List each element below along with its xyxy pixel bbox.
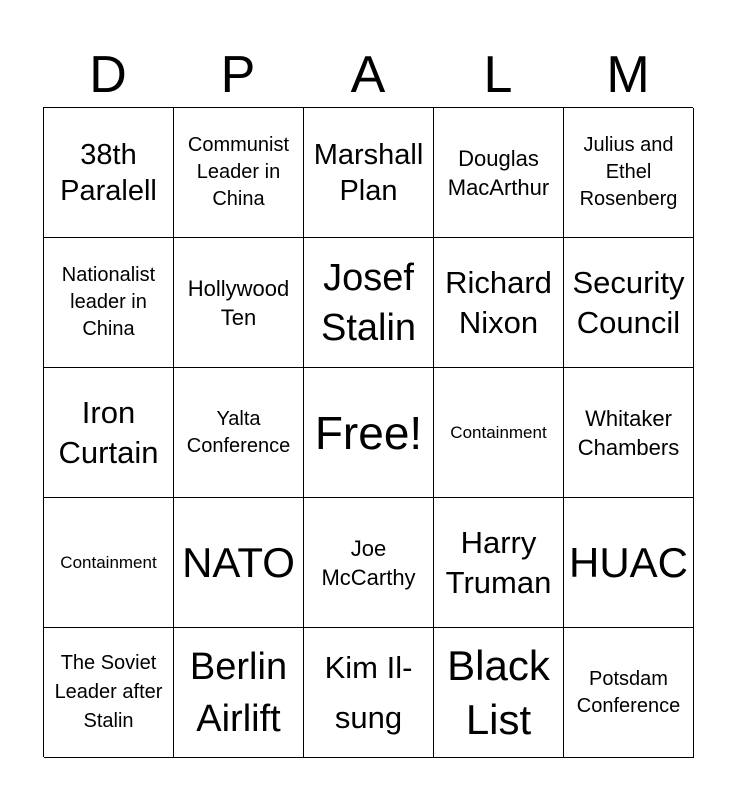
bingo-cell[interactable] [564, 238, 694, 368]
bingo-cell[interactable] [434, 368, 564, 498]
bingo-board [43, 107, 693, 757]
cell-text: Communist Leader in China [187, 134, 290, 210]
bingo-cell[interactable] [434, 498, 564, 628]
header-letter-p: P [220, 46, 256, 104]
bingo-cell[interactable] [44, 368, 174, 498]
bingo-cell[interactable] [174, 238, 304, 368]
cell-text: Containment [60, 552, 157, 572]
cell-text: Josef Stalin [320, 256, 417, 349]
bingo-cell[interactable] [304, 238, 434, 368]
bingo-cell[interactable] [174, 368, 304, 498]
bingo-cell[interactable] [434, 108, 564, 238]
cell-text: Black List [447, 641, 550, 743]
cell-text: HUAC [568, 538, 688, 586]
cell-text: Douglas MacArthur [447, 145, 550, 200]
bingo-cell[interactable] [564, 498, 694, 628]
header-letter-a: A [350, 46, 386, 104]
cell-text: Hollywood Ten [187, 275, 290, 330]
header-letter-m: M [606, 46, 650, 104]
header-letter-l: L [483, 46, 513, 104]
bingo-cell[interactable] [174, 108, 304, 238]
cell-text: The Soviet Leader after Stalin [54, 652, 163, 732]
cell-text: NATO [182, 538, 295, 586]
cell-text: Julius and Ethel Rosenberg [579, 134, 678, 210]
cell-text: Security Council [572, 264, 685, 340]
bingo-cell[interactable] [44, 108, 174, 238]
bingo-cell[interactable] [564, 368, 694, 498]
cell-text: Richard Nixon [445, 264, 552, 340]
bingo-header [43, 44, 693, 106]
cell-text: Containment [450, 422, 547, 442]
cell-text: Nationalist leader in China [61, 264, 156, 340]
bingo-cell[interactable] [304, 108, 434, 238]
bingo-cell[interactable] [44, 628, 174, 758]
bingo-cell[interactable] [434, 628, 564, 758]
free-space[interactable] [304, 368, 434, 498]
cell-text: Iron Curtain [58, 394, 159, 470]
cell-text: Kim Il-sung [324, 649, 413, 735]
bingo-cell[interactable] [564, 628, 694, 758]
bingo-cell[interactable] [44, 498, 174, 628]
cell-text: Yalta Conference [186, 407, 291, 457]
bingo-cell[interactable] [174, 498, 304, 628]
cell-text: Berlin Airlift [189, 645, 288, 740]
bingo-cell[interactable] [304, 628, 434, 758]
cell-text: Joe McCarthy [321, 535, 416, 590]
bingo-cell[interactable] [304, 498, 434, 628]
cell-text: Marshall Plan [313, 138, 424, 207]
bingo-cell[interactable] [434, 238, 564, 368]
cell-text: Harry Truman [445, 524, 552, 600]
cell-text: Whitaker Chambers [577, 405, 680, 460]
bingo-cell[interactable] [44, 238, 174, 368]
cell-text: Free! [314, 406, 423, 459]
cell-text: 38th Paralell [60, 138, 157, 207]
header-letter-d: D [89, 46, 127, 104]
bingo-cell[interactable] [564, 108, 694, 238]
cell-text: Potsdam Conference [576, 667, 681, 717]
bingo-cell[interactable] [174, 628, 304, 758]
